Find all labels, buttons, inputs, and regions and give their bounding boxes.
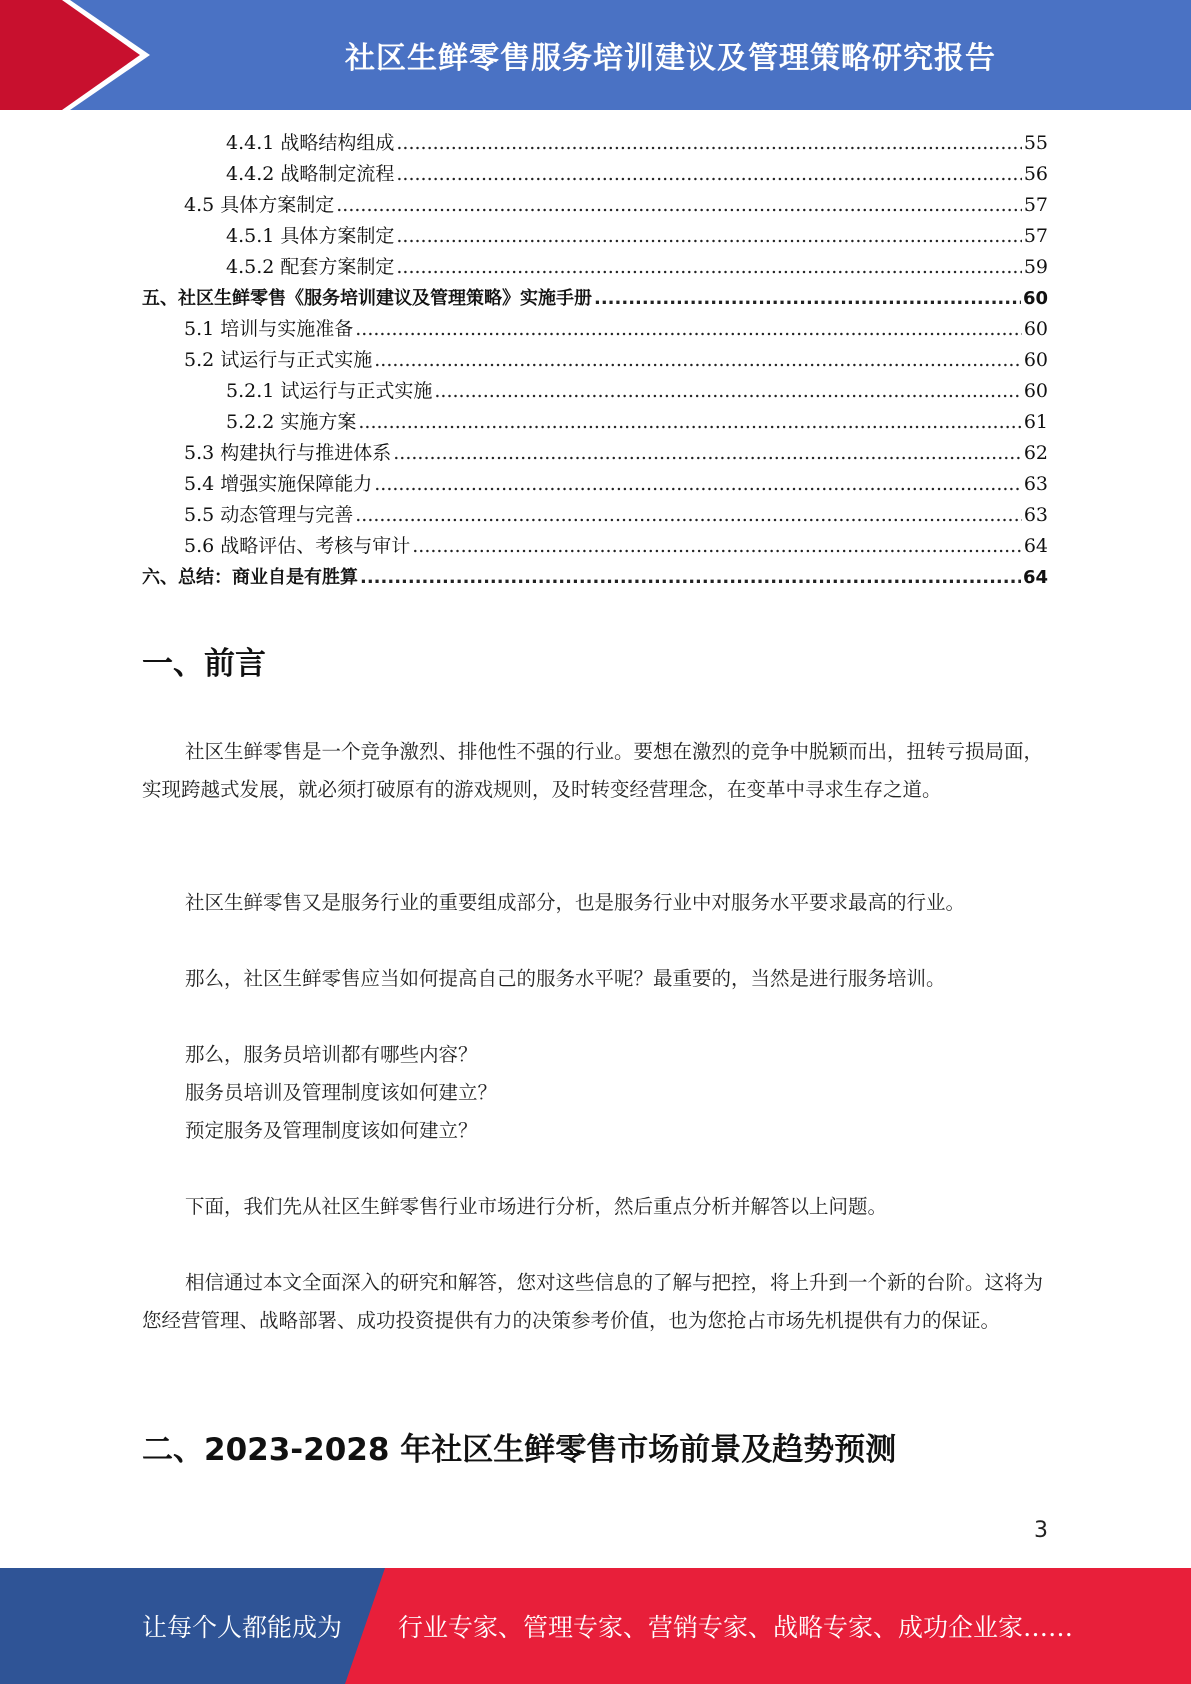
toc-entry-title: 5.4 增强实施保障能力 (184, 473, 373, 495)
page-number: 3 (1034, 1518, 1048, 1543)
toc-entry[interactable] (142, 190, 1048, 221)
preface-paragraph-1: 社区生鲜零售是一个竞争激烈、排他性不强的行业。要想在激烈的竞争中脱颖而出，扭转亏损局面，实现跨越式发展，就必须打破原有的游戏规则，及时转变经营理念，在变革中寻求生存之道。 (142, 740, 1044, 801)
toc-entry[interactable] (142, 562, 1048, 593)
toc-leader-dots (412, 531, 1022, 562)
toc-entry-title: 5.6 战略评估、考核与审计 (184, 535, 411, 557)
toc-entry[interactable] (142, 128, 1048, 159)
toc-entry-title: 5.5 动态管理与完善 (184, 504, 354, 526)
preface-heading: 一、前言 (142, 646, 266, 682)
toc-entry-title: 六、总结：商业自是有胜算 (142, 567, 358, 588)
toc-entry-page: 60 (1023, 349, 1048, 371)
toc-entry-title: 5.3 构建执行与推进体系 (184, 442, 392, 464)
toc-entry-page: 60 (1023, 380, 1048, 402)
toc-entry[interactable] (142, 407, 1048, 438)
toc-leader-dots (396, 252, 1021, 283)
toc-entry-page: 64 (1023, 535, 1048, 557)
toc-leader-dots (374, 345, 1022, 376)
toc-entry[interactable] (142, 500, 1048, 531)
toc-entry-page: 57 (1023, 225, 1048, 247)
toc-leader-dots (393, 438, 1022, 469)
toc-leader-dots (336, 190, 1022, 221)
toc-entry-title: 5.2.1 试运行与正式实施 (226, 380, 433, 402)
preface-question-1: 那么，服务员培训都有哪些内容？ (185, 1043, 478, 1066)
toc-entry-title: 五、社区生鲜零售《服务培训建议及管理策略》实施手册 (142, 288, 592, 309)
toc-leader-dots (360, 562, 1021, 593)
toc-entry[interactable] (142, 252, 1048, 283)
toc-entry-page: 60 (1022, 288, 1048, 309)
toc-entry-title: 4.5 具体方案制定 (184, 194, 335, 216)
header-banner (0, 0, 1191, 110)
footer-slogan-right: 行业专家、管理专家、营销专家、战略专家、成功企业家…… (398, 1613, 1074, 1642)
preface-paragraph-4: 下面，我们先从社区生鲜零售行业市场进行分析，然后重点分析并解答以上问题。 (185, 1195, 888, 1218)
toc-entry[interactable] (142, 159, 1048, 190)
toc-entry-page: 61 (1023, 411, 1048, 433)
preface-paragraph-2: 社区生鲜零售又是服务行业的重要组成部分，也是服务行业中对服务水平要求最高的行业。 (185, 891, 966, 914)
red-arrow-icon (0, 0, 160, 110)
section2-heading: 二、2023-2028 年社区生鲜零售市场前景及趋势预测 (142, 1432, 897, 1468)
toc-entry-page: 55 (1023, 132, 1048, 154)
toc-leader-dots (355, 500, 1022, 531)
toc-entry-title: 4.5.1 具体方案制定 (226, 225, 395, 247)
footer-banner (0, 1568, 1191, 1684)
preface-paragraph-5: 相信通过本文全面深入的研究和解答，您对这些信息的了解与把控，将上升到一个新的台阶。这将为您经营管理、战略部署、成功投资提供有力的决策参考价值，也为您抢占市场先机提供有力的保证。 (142, 1271, 1044, 1332)
table-of-contents (142, 128, 1048, 593)
preface-question-2: 服务员培训及管理制度该如何建立？ (185, 1081, 498, 1104)
toc-leader-dots (355, 314, 1022, 345)
toc-entry-title: 5.2.2 实施方案 (226, 411, 357, 433)
toc-leader-dots (396, 159, 1021, 190)
toc-entry-page: 59 (1023, 256, 1048, 278)
preface-paragraph-3: 那么，社区生鲜零售应当如何提高自己的服务水平呢？最重要的，当然是进行服务培训。 (185, 967, 946, 990)
toc-entry-title: 5.2 试运行与正式实施 (184, 349, 373, 371)
toc-leader-dots (594, 283, 1021, 314)
toc-entry[interactable] (142, 221, 1048, 252)
toc-entry-page: 56 (1023, 163, 1048, 185)
toc-leader-dots (396, 128, 1021, 159)
toc-leader-dots (358, 407, 1021, 438)
toc-entry[interactable] (142, 314, 1048, 345)
toc-entry[interactable] (142, 345, 1048, 376)
footer-slogan-left: 让每个人都能成为 (142, 1613, 343, 1642)
toc-entry-title: 4.5.2 配套方案制定 (226, 256, 395, 278)
toc-entry-page: 62 (1023, 442, 1048, 464)
toc-entry[interactable] (142, 469, 1048, 500)
toc-leader-dots (396, 221, 1021, 252)
toc-entry-page: 60 (1023, 318, 1048, 340)
toc-entry-title: 5.1 培训与实施准备 (184, 318, 354, 340)
toc-entry-title: 4.4.1 战略结构组成 (226, 132, 395, 154)
toc-entry[interactable] (142, 283, 1048, 314)
toc-entry[interactable] (142, 531, 1048, 562)
toc-entry-page: 57 (1023, 194, 1048, 216)
toc-entry-page: 63 (1023, 504, 1048, 526)
toc-leader-dots (434, 376, 1021, 407)
toc-entry-page: 63 (1023, 473, 1048, 495)
toc-entry[interactable] (142, 438, 1048, 469)
toc-entry[interactable] (142, 376, 1048, 407)
toc-entry-title: 4.4.2 战略制定流程 (226, 163, 395, 185)
toc-leader-dots (374, 469, 1022, 500)
report-title: 社区生鲜零售服务培训建议及管理策略研究报告 (345, 41, 996, 76)
preface-question-3: 预定服务及管理制度该如何建立？ (185, 1119, 478, 1142)
toc-entry-page: 64 (1022, 567, 1048, 588)
